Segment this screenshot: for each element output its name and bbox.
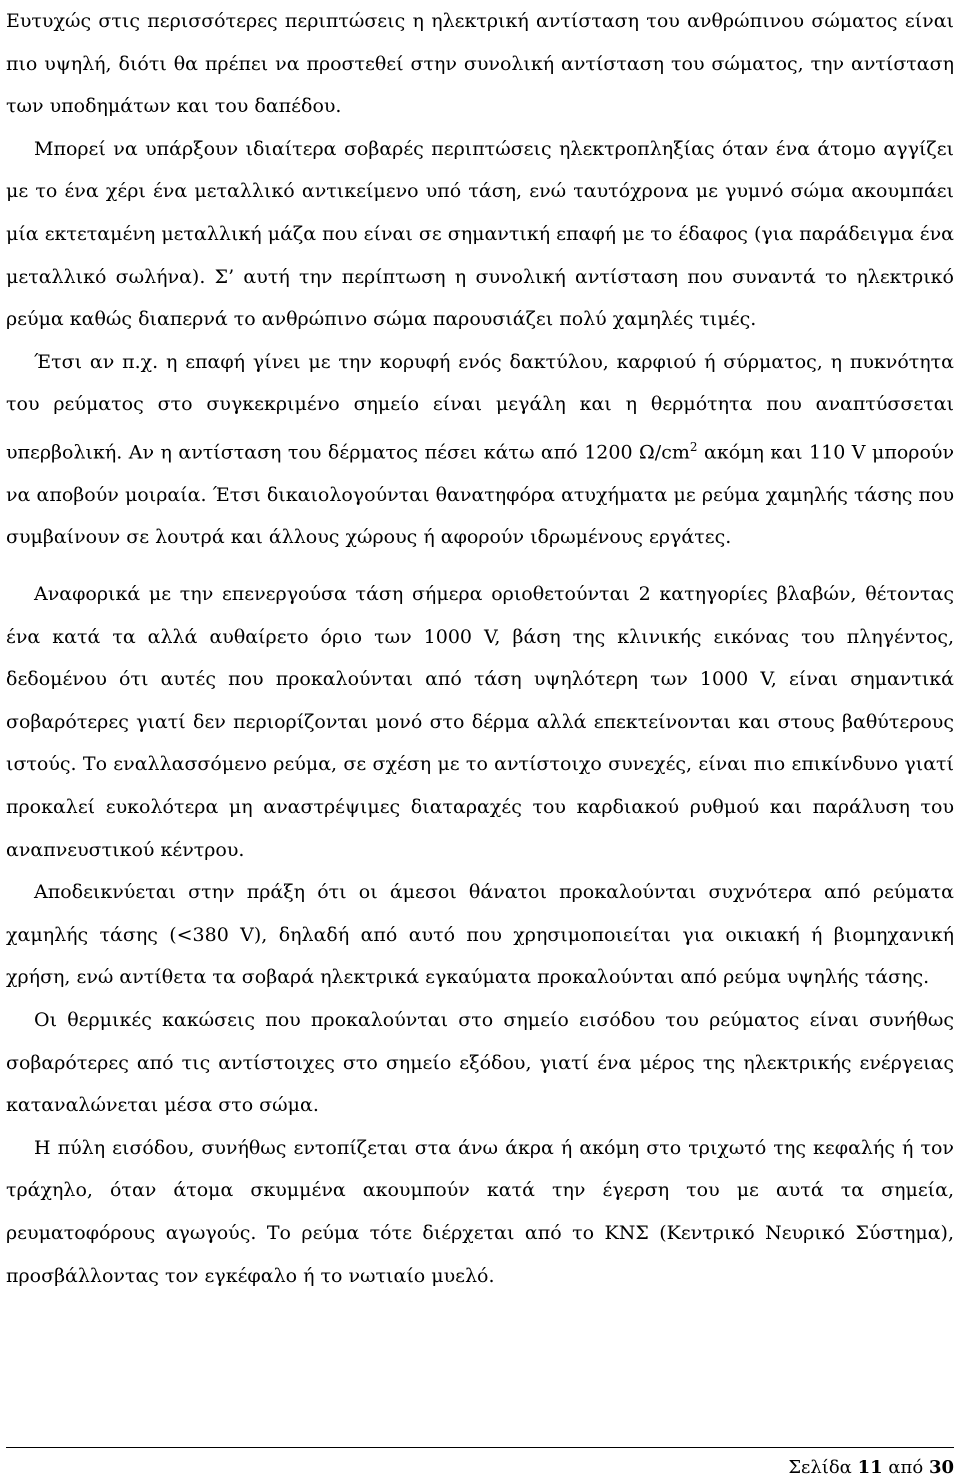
paragraph-1: Ευτυχώς στις περισσότερες περιπτώσεις η ηλεκτρική αντίσταση του ανθρώπινου σώματος είναι πιο υψηλή, διότι θα πρέπει να προστεθεί στην συνολική αντίσταση του σώματος, την αντίσταση των υποδημάτων και του δαπέδου.	[6, 10, 954, 118]
paragraph-6: Οι θερμικές κακώσεις που προκαλούνται στο σημείο εισόδου του ρεύματος είναι συνήθως σοβαρότερες από τις αντίστοιχες στο σημείο εξόδου, γιατί ένα μέρος της ηλεκτρικής ενέργειας καταναλώνεται μέσα στο σώμα.	[6, 1008, 954, 1117]
page-footer	[788, 1456, 954, 1480]
page-label: Σελίδα	[788, 1457, 852, 1478]
footer-divider	[6, 1447, 954, 1448]
paragraph-2: Μπορεί να υπάρξουν ιδιαίτερα σοβαρές περιπτώσεις ηλεκτροπληξίας όταν ένα άτομο αγγίζει με το ένα χέρι ένα μεταλλικό αντικείμενο υπό τάση, ενώ ταυτόχρονα με γυμνό σώμα ακουμπάει μία εκτεταμένη μεταλλική μάζα που είναι σε σημαντική επαφή με το έδαφος (για παράδειγμα ένα μεταλλικό σωλήνα). Σ’ αυτή την περίπτωση η συνολική αντίσταση που συναντά το ηλεκτρικό ρεύμα καθώς διαπερνά το ανθρώπινο σώμα παρουσιάζει πολύ χαμηλές τιμές.	[6, 137, 954, 331]
body-text	[6, 0, 954, 1297]
superscript-2: 2	[689, 439, 698, 454]
paragraph-7: Η πύλη εισόδου, συνήθως εντοπίζεται στα άνω άκρα ή ακόμη στο τριχωτό της κεφαλής ή τον τράχηλο, όταν άτομα σκυμμένα ακουμπούν κατά την έγερση του με αυτά τα σημεία, ρευματοφόρους αγωγούς. Το ρεύμα τότε διέρχεται από το ΚΝΣ (Κεντρικό Νευρικό Σύστημα), προσβάλλοντας τον εγκέφαλο ή το νωτιαίο μυελό.	[6, 1136, 954, 1287]
current-page-number: 11	[857, 1457, 883, 1478]
paragraph-5: Αποδεικνύεται στην πράξη ότι οι άμεσοι θάνατοι προκαλούνται συχνότερα από ρεύματα χαμηλής τάσης (<380 V), δηλαδή από αυτό που χρησιμοποιείται για οικιακή ή βιομηχανική χρήση, ενώ αντίθετα τα σοβαρά ηλεκτρικά εγκαύματα προκαλούνται από ρεύμα υψηλής τάσης.	[6, 881, 954, 989]
paragraph-3: Έτσι αν π.χ. η επαφή γίνει με την κορυφή ενός δακτύλου, καρφιού ή σύρματος, η πυκνότητα του ρεύματος στο συγκεκριμένο σημείο είναι μεγάλη και η θερμότητα που αναπτύσσεται υπερβολική. Αν η αντίσταση του δέρματος πέσει κάτω από 1200 $\Omega/cm^2$ ακόμη και 110 V μπορούν να αποβούν μοιραία. Έτσι δικαιολογούνται θανατηφόρα ατυχήματα με ρεύμα χαμηλής τάσης που συμβαίνουν σε λουτρά και άλλους χώρους ή αφορούν ιδρωμένους εργάτες.	[6, 350, 954, 549]
page-of-label: από	[888, 1457, 924, 1478]
total-pages-number: 30	[928, 1457, 954, 1478]
paragraph-4: Αναφορικά με την επενεργούσα τάση σήμερα οριοθετούνται 2 κατηγορίες βλαβών, θέτοντας ένα κατά τα αλλά αυθαίρετο όριο των 1000 V, βάση της κλινικής εικόνας του πληγέντος, δεδομένου ότι αυτές που προκαλούνται από τάση υψηλότερη των 1000 V, είναι σημαντικά σοβαρότερες γιατί δεν περιορίζονται μονό στο δέρμα αλλά επεκτείνονται και στους βαθύτερους ιστούς. Το εναλλασσόμενο ρεύμα, σε σχέση με το αντίστοιχο συνεχές, είναι πιο επικίνδυνο γιατί προκαλεί ευκολότερα μη αναστρέψιμες διαταραχές του καρδιακού ρυθμού και παράλυση του αναπνευστικού κέντρου.	[6, 583, 954, 861]
